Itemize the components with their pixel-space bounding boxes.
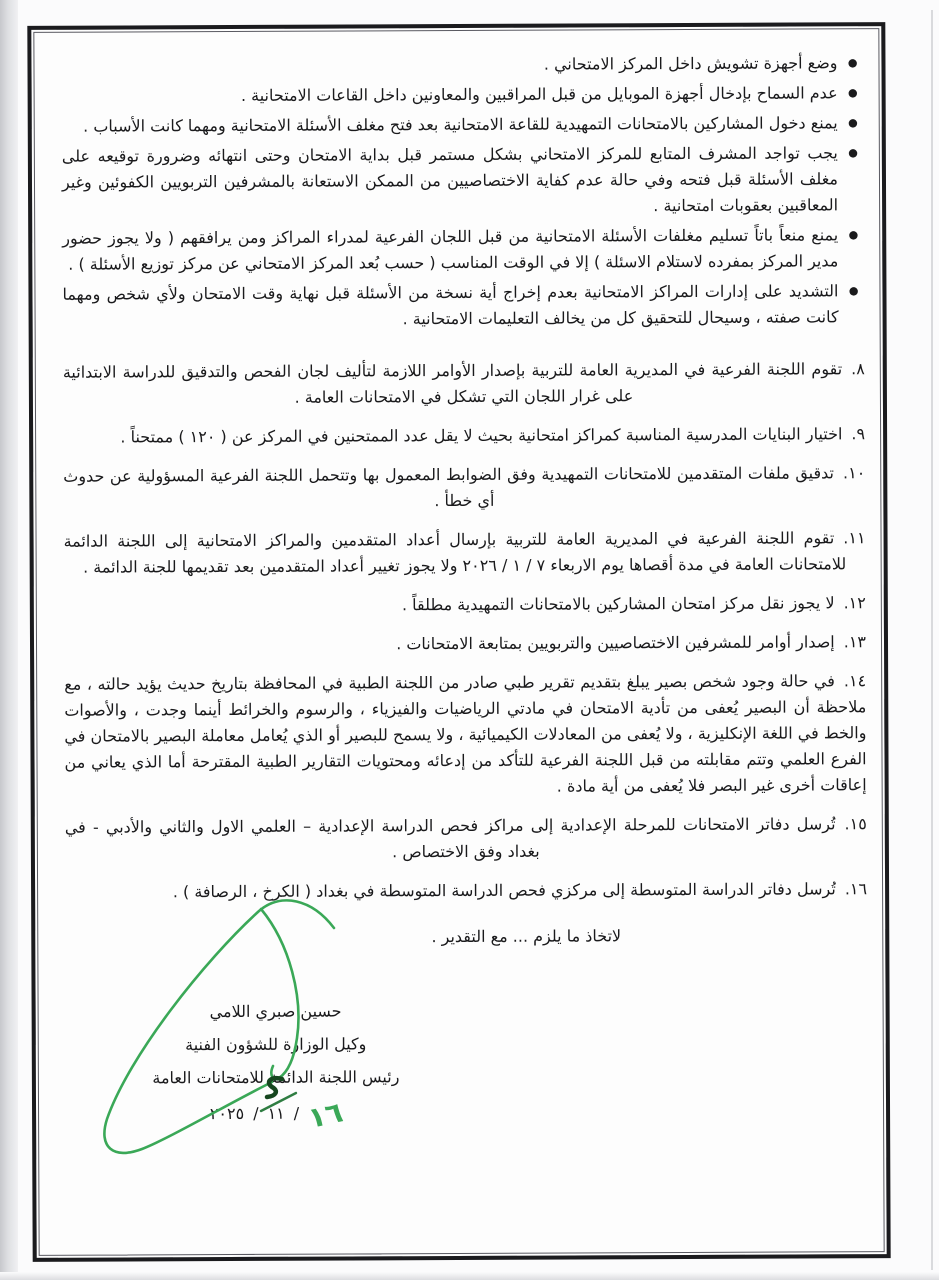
bullet-list: [61, 50, 864, 333]
bullet-text: وضع أجهزة تشويش داخل المركز الامتحاني .: [543, 53, 838, 74]
item-text: تقوم اللجنة الفرعية في المديرية العامة للتربية بإرسال أعداد المتقدمين والمراكز الامتحانية إلى اللجنة الدائمة للامتحانات العامة في مدة أقصاها يوم الاربعاء ٧ / ١ / ٢٠٢٦ ولا يجوز تغيير أعداد المتقدمين بعد تقديمها للجنة الدائمة .: [63, 528, 847, 577]
numbered-item-13: [64, 629, 866, 658]
bullet-text: يمنع دخول المشاركين بالامتحانات التمهيدية للقاعة الامتحانية بعد فتح مغلف الأسئلة الامتحانية ومهما كانت الأسباب .: [83, 113, 838, 136]
bullet-dot-icon: ●: [848, 116, 858, 130]
date-separator: /: [293, 1103, 300, 1123]
bullet-dot-icon: ●: [848, 228, 859, 242]
item-number: ١٠.: [842, 463, 866, 483]
date-month: ١١: [267, 1103, 285, 1123]
scan-left-edge: [0, 0, 18, 1280]
item-number: ٩.: [851, 424, 866, 444]
numbered-item-9: [63, 421, 865, 450]
document-body: [31, 26, 886, 1258]
scan-right-edge: [931, 10, 933, 1270]
numbered-item-8: [63, 356, 865, 411]
bullet-item: [62, 278, 864, 333]
numbered-item-15: [65, 811, 867, 866]
bullet-item: [62, 222, 864, 277]
item-number: ١٣.: [843, 632, 867, 652]
signature-block: [76, 994, 477, 1135]
bullet-dot-icon: ●: [847, 86, 858, 100]
item-text: في حالة وجود شخص بصير يبلغ بتقديم تقرير طبي صادر من اللجنة الطبية في المحافظة بتاريخ حديث يؤيد حالته ، مع ملاحظة أن البصير يُعفى من تأدية الامتحان في مادتي الرياضيات والفيزياء ، والرسوم والخرائط أينما وجدت ، والأصوات والخط في اللغة الإنكليزية ، ولا يُعفى من المعادلات الكيميائية ، ولا يسمح للبصير أو الذي يُعامل معاملة البصير بالامتحان في الفرع العلمي وتتم مقابلته من قبل اللجنة الفرعية للتأكد من إدعائه ومحتويات التقارير الطبية المقترحة أما الذي يعاني من إعاقات أخرى غير البصر فلا يُعفى من أية مادة .: [64, 671, 867, 796]
item-text: تُرسل دفاتر الامتحانات للمرحلة الإعدادية إلى مراكز فحص الدراسة الإعدادية – العلمي الاول والثاني والأدبي - في بغداد وفق الاختصاص .: [64, 814, 836, 862]
scan-bottom-edge: [0, 1272, 939, 1280]
page-border-frame: [27, 22, 890, 1262]
item-number: ١٤.: [843, 671, 867, 691]
date-line: [76, 1094, 476, 1135]
item-number: ١٦.: [844, 879, 868, 899]
item-number: ١٥.: [844, 814, 867, 834]
item-text: لا يجوز نقل مركز امتحان المشاركين بالامتحانات التمهيدية مطلقاً .: [401, 593, 835, 615]
bullet-text: عدم السماح بإدخال أجهزة الموبايل من قبل المراقبين والمعاونين داخل القاعات الامتحانية .: [240, 83, 838, 105]
item-text: تقوم اللجنة الفرعية في المديرية العامة للتربية بإصدار الأوامر اللازمة لتأليف لجان الفحص والتدقيق للدراسة الابتدائية على غرار اللجان التي تشكل في الامتحانات العامة .: [62, 359, 843, 407]
item-number: ١٢.: [843, 593, 866, 613]
item-text: تُرسل دفاتر الدراسة المتوسطة إلى مركزي فحص الدراسة المتوسطة في بغداد ( الكرخ ، الرصافة ) .: [172, 879, 836, 902]
signatory-title-1: وكيل الوزارة للشؤون الفنية: [185, 1034, 367, 1055]
bullet-item: [62, 110, 864, 139]
bullet-text: التشديد على إدارات المراكز الامتحانية بعدم إخراج أية نسخة من الأسئلة قبل نهاية وقت الامتحان ولأي شخص ومهما كانت صفته ، وسيحال للتحقيق كل من يخالف التعليمات الامتحانية .: [62, 281, 839, 329]
signatory-title-2: رئيس اللجنة الدائمة للامتحانات العامة: [152, 1067, 400, 1088]
date-separator: /: [253, 1103, 259, 1123]
bullet-text: يجب تواجد المشرف المتابع للمركز الامتحاني بشكل مستمر قبل بداية الامتحان وحتى انتهائه وضرورة توقيعه على مغلف الأسئلة قبل فتحه وفي حالة عدم كفاية الاختصاصيين من الممكن الاستعانة بالمشرفين التربويين الكفوئين وغير المعاقبين بعقوبات امتحانية .: [61, 143, 839, 216]
item-text: تدقيق ملفات المتقدمين للامتحانات التمهيدية وفق الضوابط المعمول بها وتتحمل اللجنة الفرعية المسؤولية عن حدوث أي خطأ .: [63, 463, 835, 511]
handwritten-day: ١٦: [305, 1094, 346, 1135]
closing-line: لاتخاذ ما يلزم ... مع التقدير .: [431, 926, 622, 947]
bullet-dot-icon: ●: [848, 284, 859, 298]
bullet-item: [61, 50, 863, 79]
numbered-list: [63, 356, 867, 905]
numbered-item-10: [63, 460, 865, 515]
numbered-item-16: [65, 876, 867, 905]
bullet-text: يمنع منعاً باتاً تسليم مغلفات الأسئلة الامتحانية من قبل اللجان الفرعية لمدراء المراكز ومن يرافقهم ( ولا يجوز حضور مدير المركز بمفرده لاستلام الاسئلة ) إلا في الوقت المناسب ( حسب بُعد المركز الامتحاني عن مركز توزيع الأسئلة ) .: [62, 225, 839, 274]
bullet-dot-icon: ●: [847, 56, 858, 70]
date-year: ٢٠٢٥: [209, 1103, 245, 1124]
numbered-item-11: [64, 525, 866, 580]
numbered-item-14: [64, 668, 867, 801]
signatory-name: حسين صبري اللامي: [209, 1001, 342, 1022]
bullet-item: [62, 140, 864, 221]
numbered-item-12: [64, 590, 866, 619]
bullet-item: [62, 80, 864, 109]
item-text: إصدار أوامر للمشرفين الاختصاصيين والتربويين بمتابعة الامتحانات .: [396, 632, 835, 654]
item-number: ١١.: [843, 528, 866, 548]
item-text: اختيار البنايات المدرسية المناسبة كمراكز امتحانية بحيث لا يقل عدد الممتحنين في المركز عن ( ١٢٠ ) ممتحناً .: [120, 424, 843, 447]
bullet-dot-icon: ●: [848, 146, 858, 160]
item-number: ٨.: [851, 359, 865, 379]
